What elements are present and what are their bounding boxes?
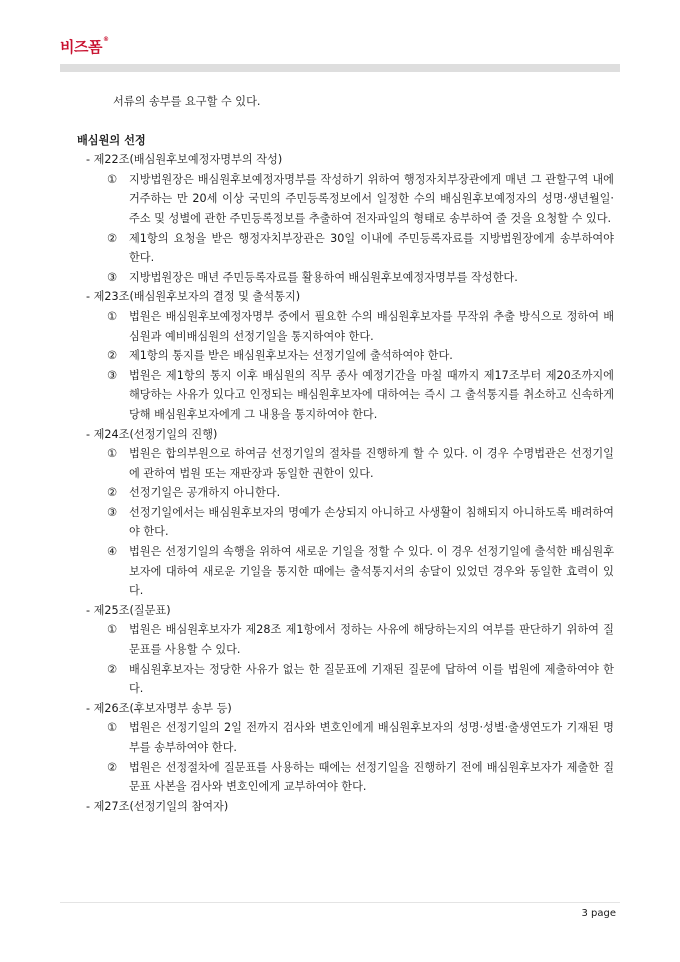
article-paragraph [77, 307, 614, 346]
paragraph-number: ④ [107, 545, 118, 559]
article-heading: - 제25조(질문표) [86, 603, 171, 617]
paragraph-number: ③ [107, 368, 118, 382]
paragraph-number: ① [107, 623, 118, 637]
article-paragraph [77, 758, 614, 797]
article-paragraph [77, 268, 614, 288]
article-heading: - 제26조(후보자명부 송부 등) [86, 701, 232, 715]
paragraph-text: 법원은 제1항의 통지 이후 배심원의 직무 종사 예정기간을 마칠 때까지 제17조부터 제20조까지에 해당하는 사유가 있다고 인정되는 배심원후보자에 대하여는 즉시 그 출석통지를 취소하고 신속하게 당해 배심원후보자에게 그 내용을 통지하여야 한다. [129, 368, 614, 421]
article-heading: - 제27조(선정기일의 참여자) [86, 799, 229, 813]
bizforms-logo: 비즈폼® [60, 36, 109, 56]
article-paragraph [77, 366, 614, 425]
footer-divider [60, 902, 620, 903]
article-heading: - 제22조(배심원후보예정자명부의 작성) [86, 153, 283, 167]
section-title: 배심원의 선정 [77, 133, 146, 147]
paragraph-text: 법원은 선정절차에 질문표를 사용하는 때에는 선정기일을 진행하기 전에 배심원후보자가 제출한 질문표 사본을 검사와 변호인에게 교부하여야 한다. [129, 760, 614, 794]
paragraph-number: ② [107, 231, 118, 245]
paragraph-text: 지방법원장은 배심원후보예정자명부를 작성하기 위하여 행정자치부장관에게 매년 그 관할구역 내에 거주하는 만 20세 이상 국민의 주민등록정보에서 일정한 수의 배심원후보예정자의 성명·생년월일·주소 및 성별에 관한 주민등록정보를 추출하여 전자파일의 형태로 송부하여 줄 것을 요청할 수 있다. [129, 172, 614, 225]
article-paragraph [77, 660, 614, 699]
registered-mark: ® [102, 36, 109, 43]
article-heading: - 제24조(선정기일의 진행) [86, 427, 218, 441]
paragraph-text: 지방법원장은 매년 주민등록자료를 활용하여 배심원후보예정자명부를 작성한다. [129, 270, 518, 284]
page-number: 3 page [581, 908, 616, 919]
article-paragraph [77, 444, 614, 483]
paragraph-text: 선정기일은 공개하지 아니한다. [129, 486, 281, 500]
paragraph-number: ② [107, 662, 118, 676]
article-paragraph [77, 542, 614, 601]
article-paragraph [77, 483, 614, 503]
paragraph-text: 법원은 선정기일의 속행을 위하여 새로운 기일을 정할 수 있다. 이 경우 선정기일에 출석한 배심원후보자에 대하여 새로운 기일을 통지한 때에는 출석통지서의 송달이 있었던 경우와 동일한 효력이 있다. [129, 545, 614, 598]
paragraph-text: 법원은 배심원후보자가 제28조 제1항에서 정하는 사유에 해당하는지의 여부를 판단하기 위하여 질문표를 사용할 수 있다. [129, 623, 614, 657]
paragraph-number: ① [107, 721, 118, 735]
article-paragraph [77, 620, 614, 659]
paragraph-number: ① [107, 309, 118, 323]
paragraph-text: 배심원후보자는 정당한 사유가 없는 한 질문표에 기재된 질문에 답하여 이를 법원에 제출하여야 한다. [129, 662, 614, 696]
article-paragraph [77, 170, 614, 229]
paragraph-text: 선정기일에서는 배심원후보자의 명예가 손상되지 아니하고 사생활이 침해되지 아니하도록 배려하여야 한다. [129, 505, 614, 539]
paragraph-number: ② [107, 349, 118, 363]
intro-line: 서류의 송부를 요구할 수 있다. [113, 95, 261, 108]
paragraph-text: 법원은 배심원후보예정자명부 중에서 필요한 수의 배심원후보자를 무작위 추출 방식으로 정하여 배심원과 예비배심원의 선정기일을 통지하여야 한다. [129, 309, 614, 343]
article-paragraph [77, 346, 614, 366]
article-heading: - 제23조(배심원후보자의 결정 및 출석통지) [86, 290, 301, 304]
header-bar [60, 64, 620, 72]
document-body [77, 92, 614, 816]
paragraph-number: ② [107, 760, 118, 774]
article-paragraph [77, 229, 614, 268]
paragraph-number: ③ [107, 270, 118, 284]
paragraph-number: ① [107, 172, 118, 186]
paragraph-number: ① [107, 447, 118, 461]
paragraph-text: 법원은 선정기일의 2일 전까지 검사와 변호인에게 배심원후보자의 성명·성별·출생연도가 기재된 명부를 송부하여야 한다. [129, 721, 614, 754]
paragraph-number: ③ [107, 505, 118, 519]
paragraph-text: 법원은 합의부원으로 하여금 선정기일의 절차를 진행하게 할 수 있다. 이 경우 수명법관은 선정기일에 관하여 법원 또는 재판장과 동일한 권한이 있다. [129, 447, 614, 480]
paragraph-number: ② [107, 486, 118, 500]
article-paragraph [77, 503, 614, 542]
paragraph-text: 제1항의 통지를 받은 배심원후보자는 선정기일에 출석하여야 한다. [129, 349, 453, 363]
article-paragraph [77, 718, 614, 757]
paragraph-text: 제1항의 요청을 받은 행정자치부장관은 30일 이내에 주민등록자료를 지방법원장에게 송부하여야 한다. [129, 231, 614, 265]
article-list [77, 150, 614, 816]
